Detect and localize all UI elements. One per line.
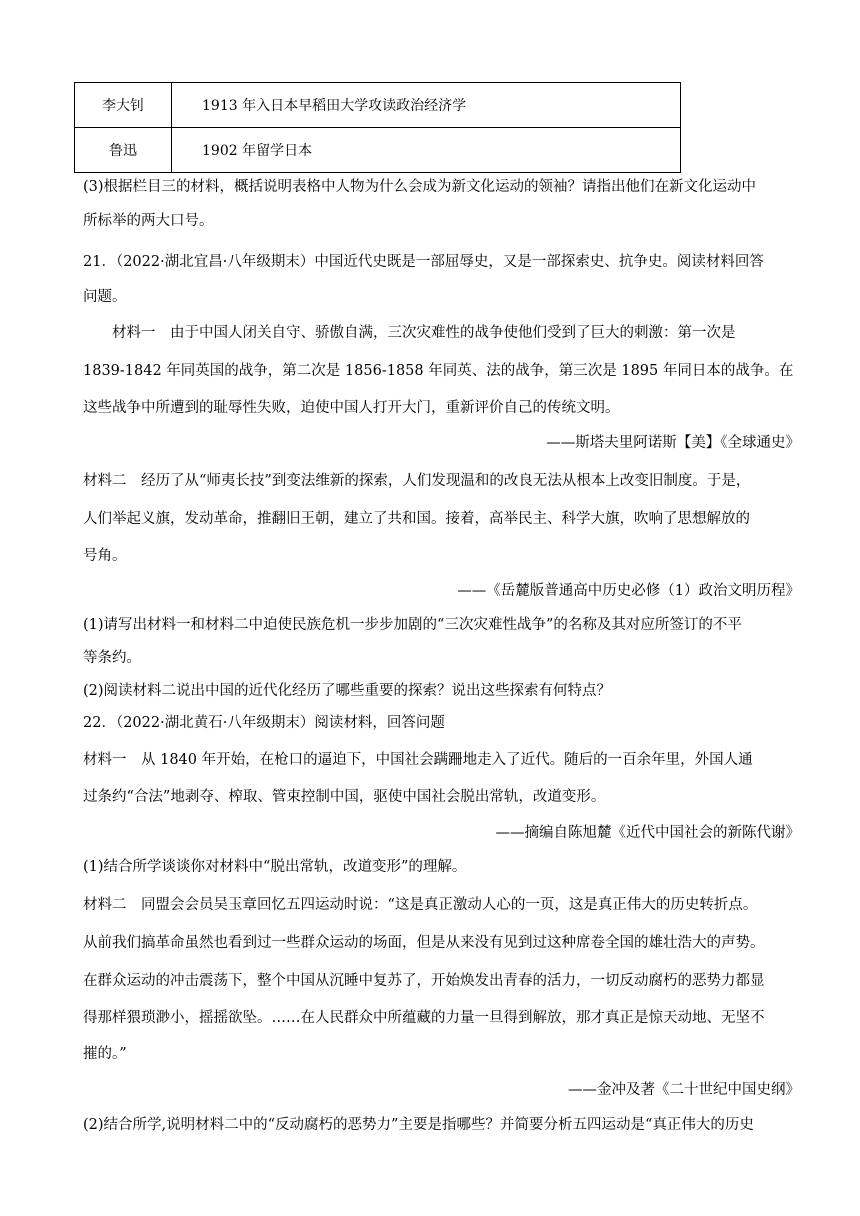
material-1-text-cont: 1839-1842 年同英国的战争，第二次是 1856-1858 年同英、法的战争，第三次是 1895 年同日本的战争。在 [83, 363, 794, 379]
table-row [75, 128, 681, 173]
material-1-text-cont: 过条约“合法”地剥夺、榨取、管束控制中国，驱使中国社会脱出常轨，改道变形。 [83, 789, 606, 805]
material-2-text-cont: 人们举起义旗，发动革命，推翻旧王朝，建立了共和国。接着，高举民主、科学大旗，吹响了思想解放的 [83, 511, 750, 527]
material-2-text-cont: 得那样猥琐渺小，摇摇欲坠。……在人民群众中所蕴藏的力量一旦得到解放，那才真正是惊天动地、无坚不 [83, 1010, 765, 1026]
material-2-source: ——《岳麓版普通高中历史必修（1）政治文明历程》 [457, 583, 800, 599]
material-2-text-cont: 摧的。” [83, 1046, 127, 1062]
material-2-text-cont: 号角。 [83, 548, 127, 564]
material-2-text: 材料二 同盟会会员吴玉章回忆五四运动时说：“这是真正激动人心的一页，这是真正伟大的历史转折点。 [83, 897, 758, 913]
material-2-text-cont: 从前我们搞革命虽然也看到过一些群众运动的场面，但是从来没有见到过这种席卷全国的雄壮浩大的声势。 [83, 935, 765, 951]
table-cell-name: 李大钊 [75, 83, 172, 128]
question-22-sub1: (1)结合所学谈谈你对材料中“脱出常轨，改道变形”的理解。 [83, 859, 467, 875]
question-21-sub2: (2)阅读材料二说出中国的近代化经历了哪些重要的探索？说出这些探索有何特点？ [83, 683, 612, 699]
question-20-sub3: (3)根据栏目三的材料，概括说明表格中人物为什么会成为新文化运动的领袖？请指出他们在新文化运动中 [83, 179, 757, 195]
figures-table [74, 82, 681, 173]
question-21-sub1-cont: 等条约。 [83, 650, 141, 666]
question-21-sub1: (1)请写出材料一和材料二中迫使民族危机一步步加剧的“三次灾难性战争”的名称及其对应所签订的不平 [83, 617, 742, 633]
material-1-source: ——斯塔夫里阿诺斯【美】《全球通史》 [546, 435, 800, 451]
question-22-stem: 22．（2022·湖北黄石·八年级期末）阅读材料，回答问题 [83, 715, 445, 731]
table-cell-description: 1913 年入日本早稻田大学攻读政治经济学 [172, 83, 681, 128]
table-cell-name: 鲁迅 [75, 128, 172, 173]
material-1-text-cont: 这些战争中所遭到的耻辱性失败，迫使中国人打开大门，重新评价自己的传统文明。 [83, 400, 620, 416]
question-20-sub3-cont: 所标举的两大口号。 [83, 213, 214, 229]
question-22-sub2: (2)结合所学,说明材料二中的“反动腐朽的恶势力”主要是指哪些？并简要分析五四运动是“真正伟大的历史 [83, 1117, 754, 1133]
material-1-source: ——摘编自陈旭麓《近代中国社会的新陈代谢》 [495, 825, 800, 841]
material-1-text: 材料一 由于中国人闭关自守、骄傲自满，三次灾难性的战争使他们受到了巨大的刺激：第一次是 [112, 325, 736, 341]
table-row [75, 83, 681, 128]
table-cell-description: 1902 年留学日本 [172, 128, 681, 173]
material-2-source: ——金冲及著《二十世纪中国史纲》 [568, 1082, 800, 1098]
material-1-text: 材料一 从 1840 年开始，在枪口的逼迫下，中国社会蹒跚地走入了近代。随后的一百余年里，外国人通 [83, 752, 753, 768]
material-2-text: 材料二 经历了从“师夷长技”到变法维新的探索，人们发现温和的改良无法从根本上改变旧制度。于是， [83, 473, 751, 489]
material-2-text-cont: 在群众运动的冲击震荡下，整个中国从沉睡中复苏了，开始焕发出青春的活力，一切反动腐朽的恶势力都显 [83, 973, 765, 989]
question-21-stem: 21．（2022·湖北宜昌·八年级期末）中国近代史既是一部屈辱史，又是一部探索史、抗争史。阅读材料回答 [83, 254, 764, 270]
question-21-stem-cont: 问题。 [83, 289, 127, 305]
